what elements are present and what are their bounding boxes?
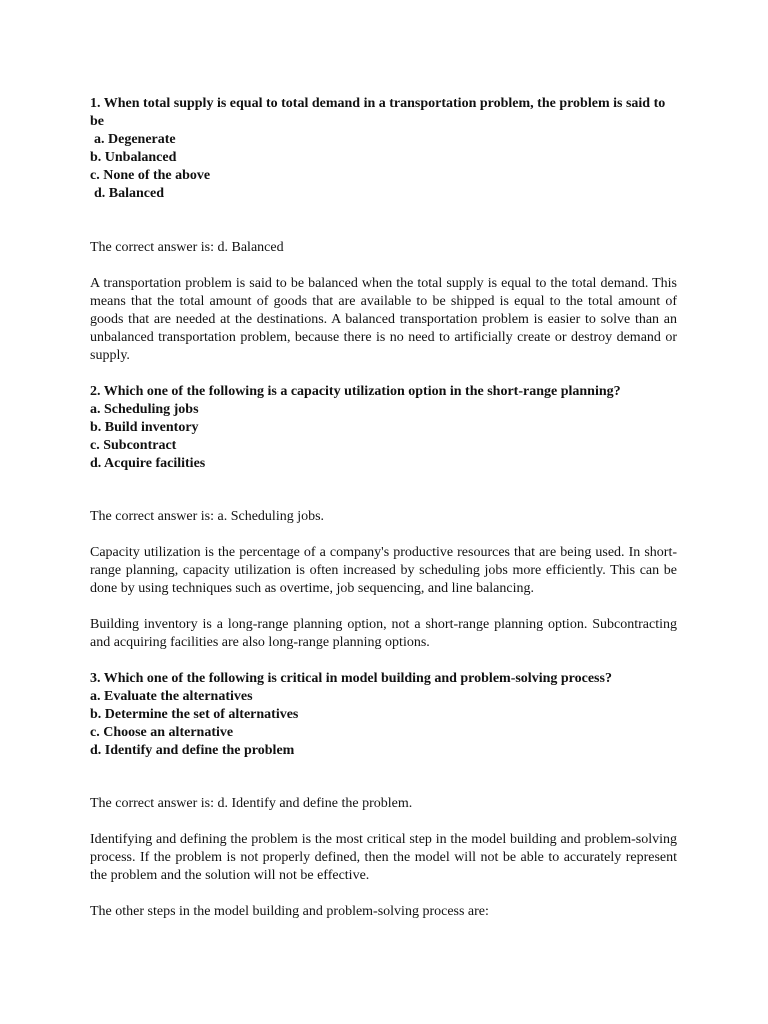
question-2-text: 2. Which one of the following is a capacity utilization option in the short-range planning? — [90, 384, 621, 399]
question-3-text: 3. Which one of the following is critical in model building and problem-solving process? — [90, 671, 612, 686]
question-3-option-d: d. Identify and define the problem — [90, 743, 295, 758]
question-1 — [90, 95, 677, 203]
question-1-text: 1. When total supply is equal to total demand in a transportation problem, the problem is said to be — [90, 96, 666, 129]
question-2-explanation-2: Building inventory is a long-range planning option, not a short-range planning option. Subcontracting and acquiring facilities are also long-range planning options. — [90, 617, 677, 650]
question-3-explanation-2: The other steps in the model building and problem-solving process are: — [90, 904, 489, 919]
question-1-option-c: c. None of the above — [90, 168, 211, 183]
question-1-option-b: b. Unbalanced — [90, 150, 177, 165]
question-1-option-d: d. Balanced — [94, 186, 165, 201]
question-1-explanation: A transportation problem is said to be balanced when the total supply is equal to the total demand. This means that the total amount of goods that are available to be shipped is equal to the total amount of goods that are needed at the destinations. A balanced transportation problem is easier to solve than an unbalanced transportation problem, because there is no need to artificially create or destroy demand or supply. — [90, 276, 677, 363]
question-3 — [90, 670, 677, 760]
question-2 — [90, 383, 677, 473]
question-3-option-b: b. Determine the set of alternatives — [90, 707, 299, 722]
question-3-option-a: a. Evaluate the alternatives — [90, 689, 253, 704]
question-3-option-c: c. Choose an alternative — [90, 725, 234, 740]
question-3-explanation-1: Identifying and defining the problem is the most critical step in the model building and problem-solving process. If the problem is not properly defined, then the model will not be able to accurately represent the problem and the solution will not be effective. — [90, 832, 677, 883]
question-2-option-b: b. Build inventory — [90, 420, 199, 435]
question-2-explanation-1: Capacity utilization is the percentage of a company's productive resources that are being used. In short-range planning, capacity utilization is often increased by scheduling jobs more efficiently. This can be done by using techniques such as overtime, job sequencing, and line balancing. — [90, 545, 677, 596]
question-2-option-a: a. Scheduling jobs — [90, 402, 199, 417]
question-2-option-d: d. Acquire facilities — [90, 456, 206, 471]
question-3-answer: The correct answer is: d. Identify and define the problem. — [90, 796, 413, 811]
question-2-option-c: c. Subcontract — [90, 438, 177, 453]
document-page — [90, 95, 677, 921]
question-1-answer: The correct answer is: d. Balanced — [90, 240, 284, 255]
question-2-answer: The correct answer is: a. Scheduling jobs. — [90, 509, 325, 524]
question-1-option-a: a. Degenerate — [94, 132, 176, 147]
